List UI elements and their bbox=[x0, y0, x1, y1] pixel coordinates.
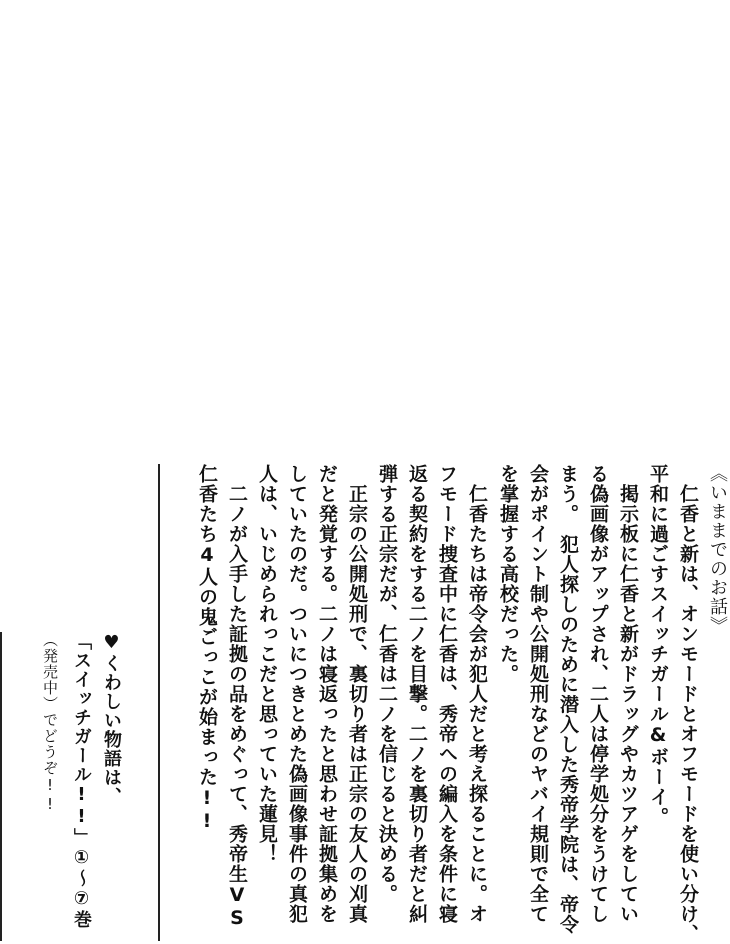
summary-line: る偽画像がアップされ、二人は停学処分をうけてし bbox=[587, 464, 609, 924]
notice-line: （発売中）でどうぞ!! bbox=[41, 632, 59, 814]
summary-line: していたのだ。ついにつきとめた偽画像事件の真犯 bbox=[286, 464, 308, 924]
summary-line: だと発覚する。二ノは寝返ったと思わせ証拠集めを bbox=[316, 464, 338, 924]
summary-line: 弾する正宗だが、仁香は二ノを信じると決める。 bbox=[376, 464, 398, 904]
summary-line: 仁香たちは帝令会が犯人だと考え探ることに。オ bbox=[466, 464, 488, 924]
summary-line: 仁香たち4人の鬼ごっこが始まった!! bbox=[196, 464, 218, 833]
notice-line-volumes: 「スイッチガール!!」①～⑦巻 bbox=[71, 632, 92, 929]
summary-line: 仁香と新は、オンモードとオフモードを使い分け、 bbox=[677, 464, 699, 944]
summary-heading: 《いままでのお話》 bbox=[707, 464, 728, 635]
summary-line: 平和に過ごすスイッチガール&ボーイ。 bbox=[647, 464, 669, 827]
summary-line: 掲示板に仁香と新がドラッグやカツアゲをしてい bbox=[617, 464, 639, 924]
summary-line: 正宗の公開処刑で、裏切り者は正宗の友人の刈真 bbox=[346, 464, 368, 924]
summary-line: まう。 犯人探しのために潜入した秀帝学院は、帝令 bbox=[557, 464, 579, 935]
series-notice-box bbox=[0, 632, 128, 941]
summary-line: 二ノが入手した証拠の品をめぐって、秀帝生VS bbox=[226, 464, 248, 930]
summary-line: フモード捜査中に仁香は、秀帝への編入を条件に寝 bbox=[436, 464, 458, 924]
summary-line: 返る契約をする二ノを目撃。二ノを裏切り者だと糾 bbox=[406, 464, 428, 924]
summary-line: を掌握する高校だった。 bbox=[497, 464, 519, 684]
summary-line: 会がポイント制や公開処刑などのヤバイ規則で全て bbox=[527, 464, 549, 924]
notice-line: ♥くわしい物語は、 bbox=[101, 632, 122, 806]
story-summary-box bbox=[158, 464, 730, 944]
summary-line: 人は、いじめられっこだと思っていた蓮見！ bbox=[256, 464, 278, 864]
